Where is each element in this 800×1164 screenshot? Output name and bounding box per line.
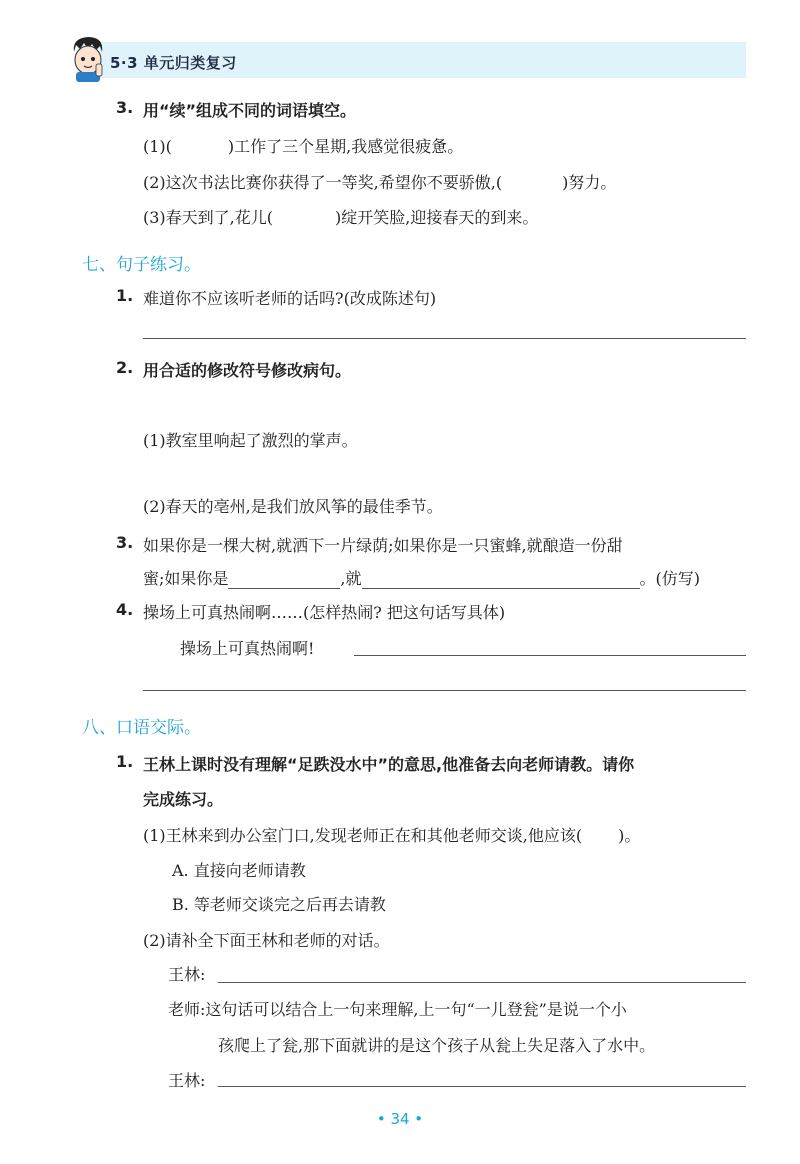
s8-q1-stem-2: 完成练习。	[143, 790, 224, 809]
dialogue-wanglin-1: 王林:	[168, 965, 206, 984]
s7-q4-text: 操场上可真热闹啊……(怎样热闹? 把这句话写具体)	[143, 603, 506, 622]
s8-q1-stem-1: 王林上课时没有理解“足跌没水中”的意思,他准备去向老师请教。请你	[143, 755, 635, 774]
s7-q1-text: 难道你不应该听老师的话吗?(改成陈述句)	[143, 289, 437, 308]
answer-line	[218, 982, 746, 983]
blank-1[interactable]	[228, 570, 340, 589]
s8-q1-number: 1.	[116, 752, 134, 771]
header-title: 5·3 单元归类复习	[110, 54, 237, 72]
option-b: B. 等老师交谈完之后再去请教	[172, 895, 386, 914]
q3-stem: 用“续”组成不同的词语填空。	[143, 101, 357, 120]
s7-q3-line-2: 蜜;如果你是 ,就 。(仿写)	[143, 569, 700, 588]
s7-q2-number: 2.	[116, 358, 134, 377]
dialogue-teacher-1: 老师:这句话可以结合上一句来理解,上一句“一儿登瓮”是说一个小	[168, 1000, 627, 1019]
s7-q1-number: 1.	[116, 286, 134, 305]
q3-item-2: (2)这次书法比赛你获得了一等奖,希望你不要骄傲,( )努力。	[143, 173, 617, 192]
dialogue-teacher-2: 孩爬上了瓮,那下面就讲的是这个孩子从瓮上失足落入了水中。	[218, 1036, 656, 1055]
answer-line	[354, 655, 746, 656]
q3-number: 3.	[116, 98, 134, 117]
q3-item-3: (3)春天到了,花儿( )绽开笑脸,迎接春天的到来。	[143, 208, 539, 227]
mascot-icon	[66, 34, 110, 82]
s7-q3-line-1: 如果你是一棵大树,就洒下一片绿荫;如果你是一只蜜蜂,就酿造一份甜	[143, 536, 623, 555]
blank-2[interactable]	[362, 570, 640, 589]
section-7-title: 七、句子练习。	[82, 255, 201, 275]
s7-q2-sentence-1: (1)教室里响起了激烈的掌声。	[143, 431, 358, 450]
section-8-title: 八、口语交际。	[82, 718, 201, 738]
answer-line	[143, 690, 746, 691]
s7-q3-number: 3.	[116, 533, 134, 552]
option-a: A. 直接向老师请教	[172, 861, 306, 880]
answer-line	[143, 338, 746, 339]
answer-line	[218, 1086, 746, 1087]
s7-q2-stem: 用合适的修改符号修改病句。	[143, 361, 352, 380]
s7-q2-sentence-2: (2)春天的亳州,是我们放风筝的最佳季节。	[143, 497, 443, 516]
page-number: • 34 •	[376, 1110, 424, 1128]
s7-q4-prompt: 操场上可真热闹啊!	[180, 639, 315, 658]
dialogue-wanglin-2: 王林:	[168, 1071, 206, 1090]
s8-q1-part-1: (1)王林来到办公室门口,发现老师正在和其他老师交谈,他应该( )。	[143, 826, 641, 845]
q3-item-1: (1)( )工作了三个星期,我感觉很疲惫。	[143, 137, 464, 156]
s7-q4-number: 4.	[116, 600, 134, 619]
s8-q1-part-2: (2)请补全下面王林和老师的对话。	[143, 931, 390, 950]
